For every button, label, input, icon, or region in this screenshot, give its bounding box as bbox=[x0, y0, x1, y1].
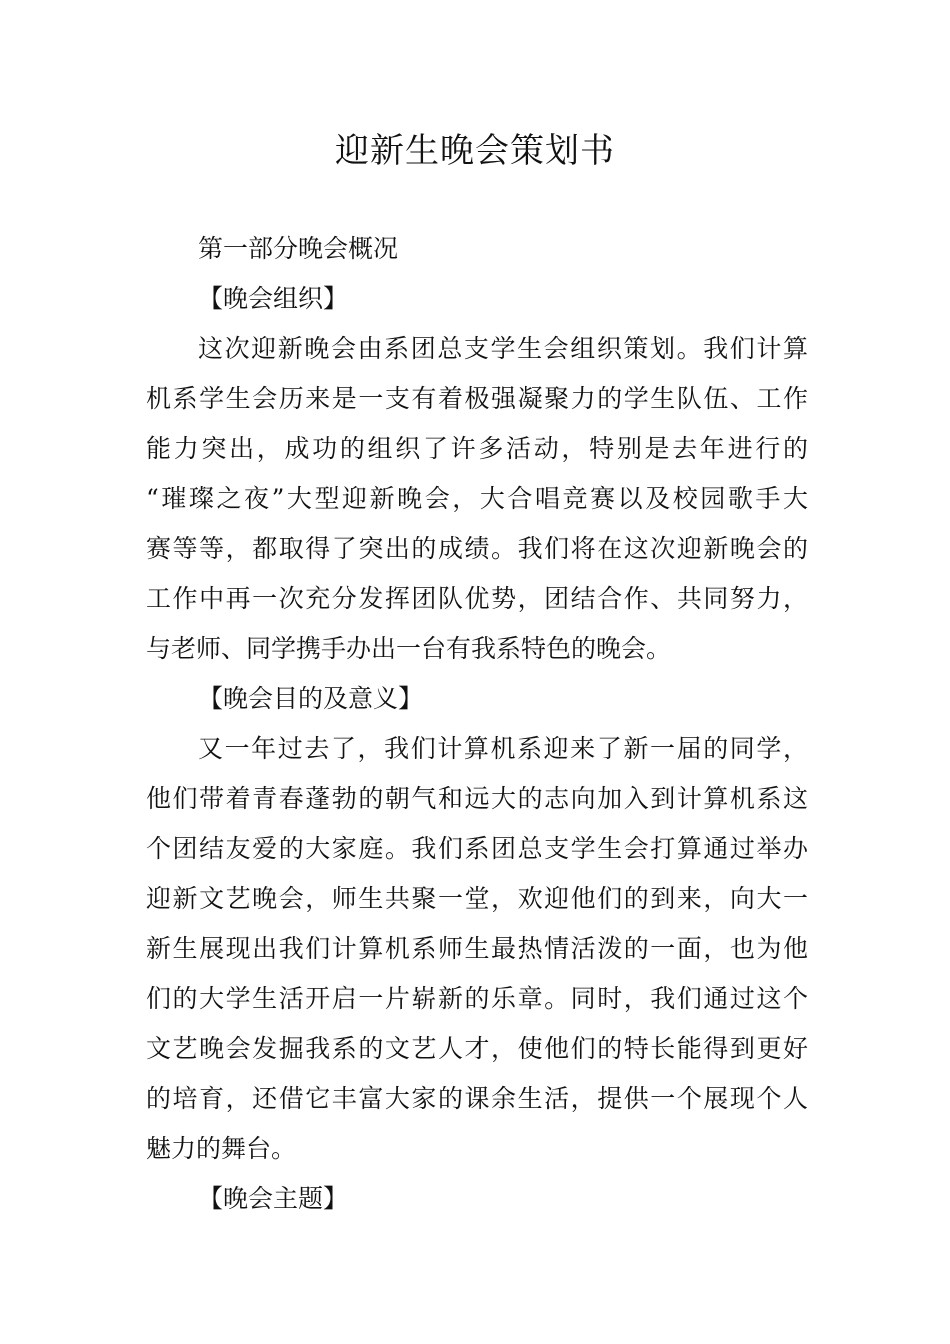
paragraph-organization bbox=[146, 324, 808, 674]
section-heading-theme: 【晚会主题】 bbox=[198, 1184, 349, 1213]
paragraph-line: 机系学生会历来是一支有着极强凝聚力的学生队伍、工作 bbox=[146, 384, 808, 413]
paragraph-line: “璀璨之夜”大型迎新晚会，大合唱竞赛以及校园歌手大 bbox=[146, 484, 808, 513]
paragraph-purpose bbox=[146, 724, 808, 1174]
paragraph-line: 新生展现出我们计算机系师生最热情活泼的一面，也为他 bbox=[146, 934, 808, 963]
paragraph-line: 他们带着青春蓬勃的朝气和远大的志向加入到计算机系这 bbox=[146, 784, 808, 813]
paragraph-line: 工作中再一次充分发挥团队优势，团结合作、共同努力， bbox=[146, 584, 808, 613]
section-heading-organization: 【晚会组织】 bbox=[198, 284, 349, 313]
paragraph-line: 们的大学生活开启一片崭新的乐章。同时，我们通过这个 bbox=[146, 984, 808, 1013]
paragraph-line: 又一年过去了，我们计算机系迎来了新一届的同学， bbox=[198, 734, 808, 763]
paragraph-line: 的培育，还借它丰富大家的课余生活，提供一个展现个人 bbox=[146, 1084, 808, 1113]
document-body bbox=[146, 224, 808, 1224]
paragraph-line: 赛等等，都取得了突出的成绩。我们将在这次迎新晚会的 bbox=[146, 534, 808, 563]
paragraph-line: 文艺晚会发掘我系的文艺人才，使他们的特长能得到更好 bbox=[146, 1034, 808, 1063]
paragraph-line: 与老师、同学携手办出一台有我系特色的晚会。 bbox=[146, 634, 672, 663]
document-title: 迎新生晚会策划书 bbox=[335, 131, 615, 171]
part-heading: 第一部分晚会概况 bbox=[198, 234, 399, 263]
paragraph-line: 个团结友爱的大家庭。我们系团总支学生会打算通过举办 bbox=[146, 834, 808, 863]
section-heading-purpose: 【晚会目的及意义】 bbox=[198, 684, 424, 713]
paragraph-line: 这次迎新晚会由系团总支学生会组织策划。我们计算 bbox=[198, 334, 808, 363]
paragraph-line: 迎新文艺晚会，师生共聚一堂，欢迎他们的到来，向大一 bbox=[146, 884, 808, 913]
paragraph-line: 能力突出，成功的组织了许多活动，特别是去年进行的 bbox=[146, 434, 808, 463]
paragraph-line: 魅力的舞台。 bbox=[146, 1134, 297, 1163]
